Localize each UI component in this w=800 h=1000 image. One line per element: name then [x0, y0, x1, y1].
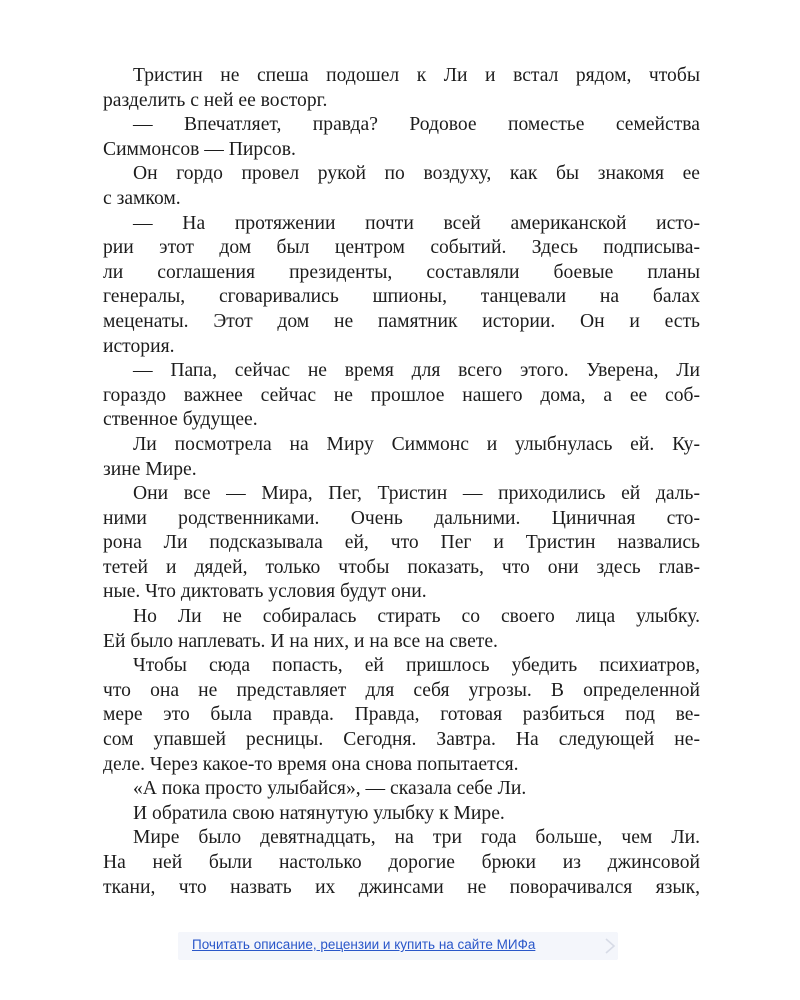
- text-line: На ней были настолько дорогие брюки из джинсовой: [103, 852, 700, 873]
- text-line: — Впечатляет, правда? Родовое поместье семейства: [133, 114, 700, 136]
- text-line: разделить с ней ее восторг.: [103, 89, 328, 111]
- text-line: ними родственниками. Очень дальними. Циничная сто-: [103, 507, 700, 529]
- text-line: рии этот дом был центром событий. Здесь подписыва-: [103, 237, 700, 259]
- text-line: рона Ли подсказывала ей, что Пег и Тристин назвались: [103, 532, 700, 554]
- chevron-right-icon: [600, 936, 620, 956]
- text-line: — На протяжении почти всей американской исто-: [133, 212, 700, 234]
- footer-banner: [178, 932, 618, 960]
- text-line: мере это была правда. Правда, готовая разбиться под ве-: [103, 704, 700, 726]
- text-line: деле. Через какое-то время она снова попытается.: [103, 753, 519, 775]
- text-line: Чтобы сюда попасть, ей пришлось убедить психиатров,: [133, 655, 700, 677]
- text-line: с замком.: [103, 187, 181, 209]
- text-line: ли соглашения президенты, составляли боевые планы: [103, 261, 700, 283]
- text-line: Тристин не спеша подошел к Ли и встал рядом, чтобы: [133, 65, 700, 86]
- text-line: Мире было девятнадцать, на три года больше, чем Ли.: [133, 827, 700, 849]
- text-line: Симмонсов — Пирсов.: [103, 138, 296, 160]
- text-line: история.: [103, 335, 175, 357]
- text-line: Ей было наплевать. И на них, и на все на свете.: [103, 630, 498, 652]
- text-line: Они все — Мира, Пег, Тристин — приходились ей даль-: [133, 483, 700, 505]
- text-line: ные. Что диктовать условия будут они.: [103, 581, 427, 603]
- text-line: — Папа, сейчас не время для всего этого. Уверена, Ли: [133, 360, 700, 382]
- text-line: тетей и дядей, только чтобы показать, что они здесь глав-: [103, 556, 700, 578]
- text-line: зине Мире.: [103, 458, 197, 480]
- text-line: Но Ли не собиралась стирать со своего лица улыбку.: [133, 606, 700, 628]
- text-line: генералы, сговаривались шпионы, танцевали на балах: [103, 286, 700, 308]
- text-line: ткани, что назвать их джинсами не поворачивался язык,: [103, 876, 700, 898]
- text-line: «А пока просто улыбайся», — сказала себе Ли.: [133, 778, 527, 800]
- text-line: И обратила свою натянутую улыбку к Мире.: [133, 802, 505, 824]
- text-line: сом упавшей ресницы. Сегодня. Завтра. На следующей не-: [103, 729, 700, 751]
- text-line: гораздо важнее сейчас не прошлое нашего дома, а ее соб-: [103, 384, 700, 406]
- text-line: Ли посмотрела на Миру Симмонс и улыбнулась ей. Ку-: [133, 433, 700, 455]
- book-page-text: [103, 64, 700, 900]
- text-line: Он гордо провел рукой по воздуху, как бы знакомя ее: [133, 163, 700, 185]
- text-line: ственное будущее.: [103, 409, 258, 431]
- text-line: меценаты. Этот дом не памятник истории. Он и есть: [103, 310, 700, 332]
- buy-on-mif-link[interactable]: Почитать описание, рецензии и купить на сайте МИФа: [192, 937, 536, 952]
- text-line: что она не представляет для себя угрозы. В определенной: [103, 679, 700, 701]
